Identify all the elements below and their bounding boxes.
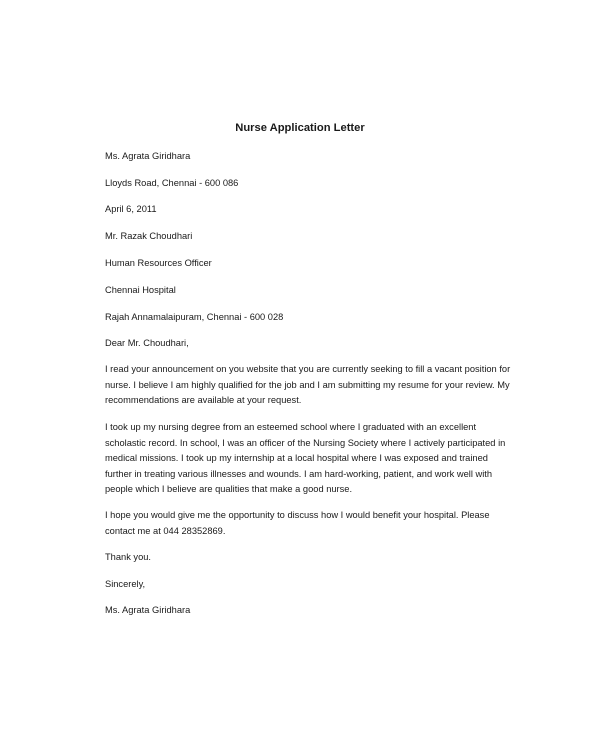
paragraph-line: medical missions. I took up my internship at a local hospital where I was exposed and trained [105, 453, 488, 464]
paragraph-line: I read your announcement on you website that you are currently seeking to fill a vacant position for [105, 364, 511, 374]
paragraph-line: contact me at 044 28352869. [105, 525, 226, 536]
body-paragraph-3 [105, 508, 525, 539]
body-paragraph-2 [105, 420, 525, 498]
closing-line: Sincerely, [105, 579, 146, 589]
recipient-organization: Chennai Hospital [105, 285, 176, 295]
letter-date: April 6, 2011 [105, 204, 157, 214]
paragraph-line: further in treating various illnesses and wounds. I am hard-working, patient, and work well with [105, 468, 493, 479]
recipient-name: Mr. Razak Choudhari [105, 231, 193, 241]
recipient-address: Rajah Annamalaipuram, Chennai - 600 028 [105, 312, 284, 322]
paragraph-line: recommendations are available at your request. [105, 395, 302, 406]
paragraph-line: I hope you would give me the opportunity to discuss how I would benefit your hospital. Please [105, 510, 490, 520]
salutation: Dear Mr. Choudhari, [105, 338, 189, 348]
letter-title: Nurse Application Letter [235, 122, 365, 134]
paragraph-line: I took up my nursing degree from an esteemed school where I graduated with an excellent [105, 422, 477, 432]
sender-name: Ms. Agrata Giridhara [105, 151, 191, 161]
paragraph-line: nurse. I believe I am highly qualified for the job and I am submitting my resume for your review. My [105, 379, 510, 390]
paragraph-line: people which I believe are qualities that make a good nurse. [105, 484, 353, 495]
sender-address: Lloyds Road, Chennai - 600 086 [105, 178, 239, 188]
recipient-title: Human Resources Officer [105, 258, 212, 268]
body-paragraph-1 [105, 362, 525, 409]
signature-name: Ms. Agrata Giridhara [105, 605, 191, 615]
thanks-line: Thank you. [105, 552, 151, 562]
paragraph-line: scholastic record. In school, I was an officer of the Nursing Society where I actively participated in [105, 437, 506, 448]
